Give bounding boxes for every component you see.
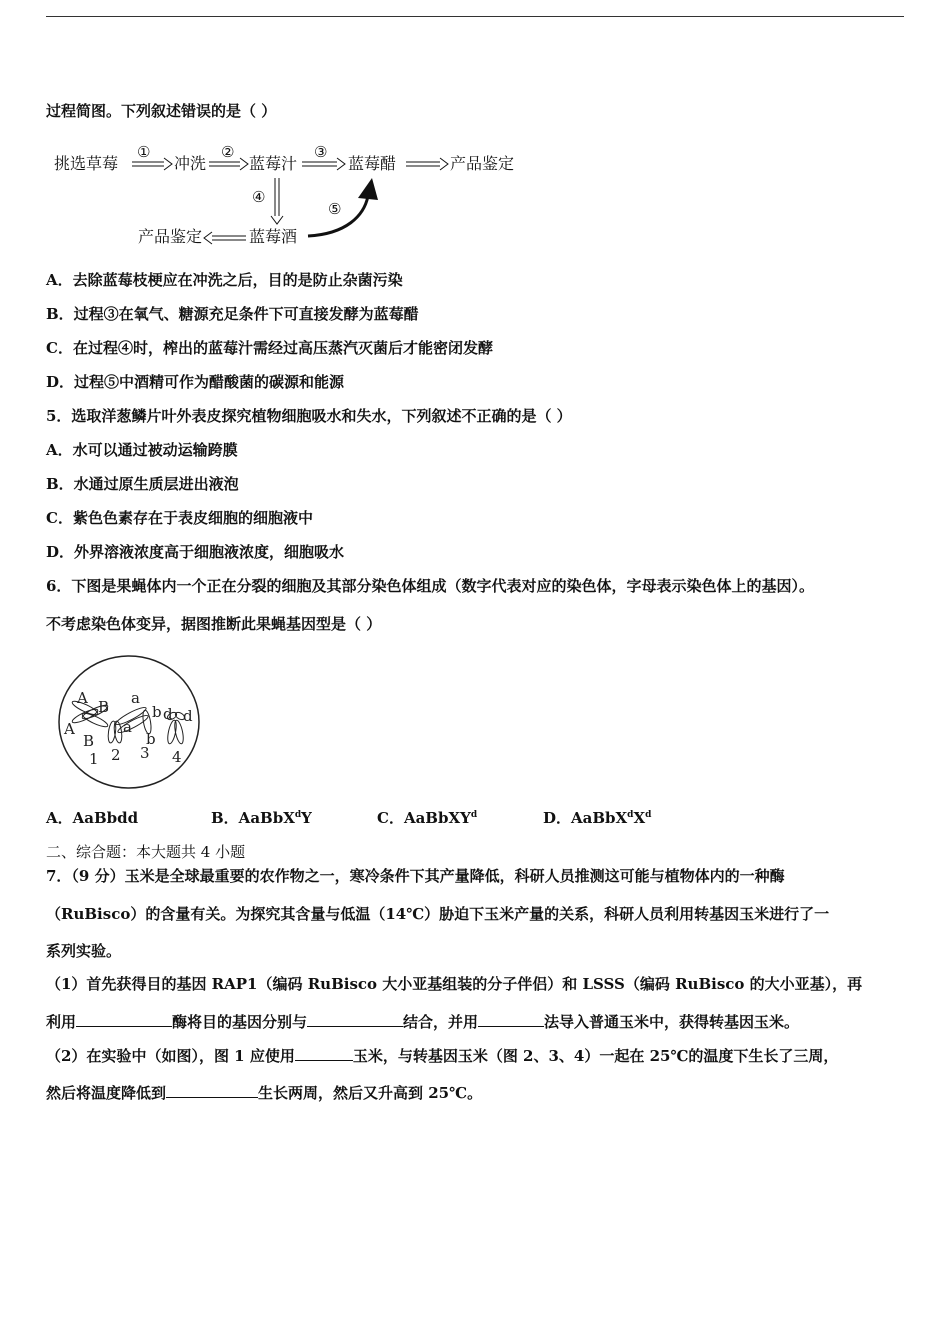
- flow-wash: 冲洗: [174, 154, 207, 173]
- gene-label-B1: B: [98, 698, 110, 716]
- flow-num-3: ③: [314, 143, 328, 161]
- q5-option-c: C．紫色色素存在于表皮细胞的细胞液中: [46, 509, 313, 527]
- dividing-cell-figure: [55, 652, 205, 792]
- chromosome-number-1: 1: [89, 750, 99, 768]
- q5-option-a: A．水可以通过被动运输跨膜: [46, 441, 238, 459]
- flow-juice: 蓝莓汁: [249, 154, 298, 173]
- gene-label-b2: b: [146, 730, 156, 748]
- gene-label-d1: d: [163, 705, 173, 723]
- gene-label-b1: b: [152, 703, 162, 721]
- gene-label-B2: B: [83, 732, 95, 750]
- chromosome-number-4: 4: [172, 748, 182, 766]
- q5-option-d: D．外界溶液浓度高于细胞液浓度，细胞吸水: [46, 543, 345, 561]
- answer-blank-method[interactable]: [478, 1012, 544, 1027]
- flow-num-1: ①: [137, 143, 151, 161]
- q7-line6: （2）在实验中（如图），图 1 应使用 玉米，与转基因玉米（图 2、3、4）一起在 25℃的温度下生长了三周，: [46, 1047, 839, 1065]
- q4-option-a: A．去除蓝莓枝梗应在冲洗之后，目的是防止杂菌污染: [46, 271, 403, 289]
- gene-label-A2: A: [64, 720, 75, 738]
- q4-option-b: B．过程③在氧气、糖源充足条件下可直接发酵为蓝莓醋: [46, 305, 419, 323]
- flow-arrow-down: [271, 178, 283, 224]
- gene-label-a1: a: [131, 689, 140, 707]
- flow-select-berries: 挑选草莓: [54, 154, 119, 173]
- flow-num-2: ②: [221, 143, 235, 161]
- answer-blank-corn-type[interactable]: [295, 1046, 353, 1061]
- chromosome-number-3: 3: [140, 744, 150, 762]
- q4-option-d: D．过程⑤中酒精可作为醋酸菌的碳源和能源: [46, 373, 345, 391]
- flow-wine: 蓝莓酒: [249, 227, 298, 246]
- answer-blank-enzyme[interactable]: [76, 1012, 172, 1027]
- q6-option-b: B．AaBbX$^d$Y: [211, 809, 312, 827]
- flow-curved-arrow-head: [358, 178, 378, 200]
- q5-option-b: B．水通过原生质层进出液泡: [46, 475, 239, 493]
- gene-label-a2: a: [123, 718, 132, 736]
- flow-quality-check-top: 产品鉴定: [450, 154, 515, 173]
- flow-vinegar: 蓝莓醋: [348, 154, 397, 173]
- q7-line1: 7．（9 分）玉米是全球最重要的农作物之一，寒冷条件下其产量降低，科研人员推测这可能与植物体内的一种酶: [46, 867, 785, 885]
- q6-stem-line2: 不考虑染色体变异，据图推断此果蝇基因型是（ ）: [46, 615, 382, 633]
- q6-option-c: C．AaBbXY$^d$: [377, 809, 478, 827]
- q6-option-d: D．$AaBbX^dX^d$: [543, 809, 652, 827]
- flow-quality-check-bottom: 产品鉴定: [138, 227, 203, 246]
- gene-label-A1: A: [77, 689, 88, 707]
- flow-arrow-left: [204, 232, 246, 244]
- chromosome-number-2: 2: [111, 746, 121, 764]
- blueberry-process-diagram: [46, 138, 536, 253]
- q7-line2: （RuBisco）的含量有关。为探究其含量与低温（14℃）胁迫下玉米产量的关系，科研人员利用转基因玉米进行了一: [46, 905, 830, 923]
- section-2-title: 二、综合题：本大题共 4 小题: [46, 843, 246, 861]
- q7-line5: 利用 酶将目的基因分别与 结合，并用 法导入普通玉米中，获得转基因玉米。: [46, 1013, 800, 1031]
- flow-num-4: ④: [252, 188, 266, 206]
- header-rule: [46, 16, 904, 17]
- flow-num-5: ⑤: [328, 200, 342, 218]
- q7-line4: （1）首先获得目的基因 RAP1（编码 RuBisco 大小亚基组装的分子伴侣）和 LSSS（编码 RuBisco 的大小亚基），再: [46, 975, 863, 993]
- q7-line7: 然后将温度降低到 生长两周，然后又升高到 25℃。: [46, 1084, 483, 1102]
- q5-stem: 5．选取洋葱鳞片叶外表皮探究植物细胞吸水和失水，下列叙述不正确的是（ ）: [46, 407, 572, 425]
- gene-label-d2: d: [183, 707, 193, 725]
- answer-blank-temperature[interactable]: [166, 1083, 258, 1098]
- q7-line3: 系列实验。: [46, 942, 122, 960]
- q4-option-c: C．在过程④时，榨出的蓝莓汁需经过高压蒸汽灭菌后才能密闭发酵: [46, 339, 493, 357]
- q6-option-a: A．AaBbdd: [46, 809, 139, 827]
- q6-stem-line1: 6．下图是果蝇体内一个正在分裂的细胞及其部分染色体组成（数字代表对应的染色体，字母表示染色体上的基因）。: [46, 577, 814, 595]
- q4-stem: 过程简图。下列叙述错误的是（ ）: [46, 102, 277, 120]
- answer-blank-vector[interactable]: [307, 1012, 403, 1027]
- flow-arrow-4: [406, 158, 448, 170]
